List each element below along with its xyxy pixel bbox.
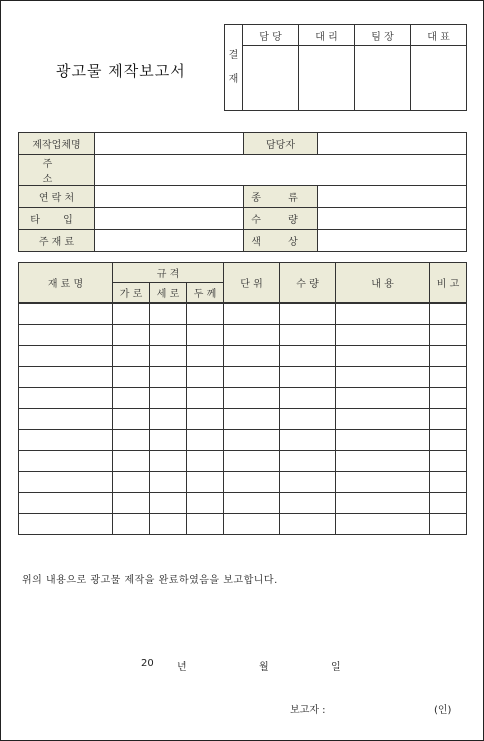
table-cell[interactable] xyxy=(19,514,113,535)
color-label: 색 상 xyxy=(244,230,318,252)
table-cell[interactable] xyxy=(280,514,336,535)
table-cell[interactable] xyxy=(224,388,280,409)
table-cell[interactable] xyxy=(430,303,467,325)
table-cell[interactable] xyxy=(430,451,467,472)
table-cell[interactable] xyxy=(187,388,224,409)
table-cell[interactable] xyxy=(430,388,467,409)
table-cell[interactable] xyxy=(224,514,280,535)
table-cell[interactable] xyxy=(430,430,467,451)
table-cell[interactable] xyxy=(430,409,467,430)
header-unit: 단 위 xyxy=(224,263,280,304)
table-cell[interactable] xyxy=(187,514,224,535)
table-cell[interactable] xyxy=(187,430,224,451)
table-cell[interactable] xyxy=(224,409,280,430)
table-cell[interactable] xyxy=(336,472,430,493)
table-row xyxy=(19,472,467,493)
reporter-label: 보고자 : xyxy=(290,705,326,716)
table-cell[interactable] xyxy=(19,493,113,514)
table-row xyxy=(19,367,467,388)
table-cell[interactable] xyxy=(113,409,150,430)
table-cell[interactable] xyxy=(187,303,224,325)
table-cell[interactable] xyxy=(113,346,150,367)
contact-label: 연 락 처 xyxy=(19,186,95,208)
table-cell[interactable] xyxy=(19,388,113,409)
table-cell[interactable] xyxy=(150,303,187,325)
table-cell[interactable] xyxy=(19,367,113,388)
address-label: 주 소 xyxy=(19,155,95,186)
manager-field[interactable] xyxy=(318,133,467,155)
table-cell[interactable] xyxy=(150,388,187,409)
table-cell[interactable] xyxy=(187,493,224,514)
approval-col-assistant-manager: 대 리 xyxy=(299,25,355,46)
table-cell[interactable] xyxy=(113,303,150,325)
kind-label: 종 류 xyxy=(244,186,318,208)
company-field[interactable] xyxy=(95,133,244,155)
completion-statement: 위의 내용으로 광고물 제작을 완료하였음을 보고합니다. xyxy=(22,575,278,586)
table-cell[interactable] xyxy=(224,325,280,346)
approval-col-staff: 담 당 xyxy=(243,25,299,46)
table-cell[interactable] xyxy=(224,367,280,388)
table-cell[interactable] xyxy=(336,430,430,451)
table-cell[interactable] xyxy=(430,514,467,535)
table-cell[interactable] xyxy=(224,303,280,325)
table-row xyxy=(19,325,467,346)
header-content: 내 용 xyxy=(336,263,430,304)
document-title: 광고물 제작보고서 xyxy=(56,62,186,80)
table-row xyxy=(19,303,467,325)
approval-sign-staff[interactable] xyxy=(243,46,299,111)
approval-sign-assistant-manager[interactable] xyxy=(299,46,355,111)
table-cell[interactable] xyxy=(113,367,150,388)
header-width: 가 로 xyxy=(113,283,150,304)
table-cell[interactable] xyxy=(19,472,113,493)
table-cell[interactable] xyxy=(280,430,336,451)
table-cell[interactable] xyxy=(224,472,280,493)
table-cell[interactable] xyxy=(336,493,430,514)
header-spec: 규 격 xyxy=(113,263,224,283)
table-row xyxy=(19,346,467,367)
items-table xyxy=(18,262,467,535)
table-cell[interactable] xyxy=(336,346,430,367)
table-cell[interactable] xyxy=(150,451,187,472)
table-cell[interactable] xyxy=(280,388,336,409)
table-cell[interactable] xyxy=(187,472,224,493)
table-cell[interactable] xyxy=(430,346,467,367)
address-field[interactable] xyxy=(95,155,467,186)
table-row xyxy=(19,409,467,430)
table-cell[interactable] xyxy=(19,346,113,367)
table-cell[interactable] xyxy=(430,325,467,346)
approval-sign-ceo[interactable] xyxy=(411,46,467,111)
header-thickness: 두 께 xyxy=(187,283,224,304)
table-cell[interactable] xyxy=(336,388,430,409)
approval-table xyxy=(224,24,467,111)
table-cell[interactable] xyxy=(113,388,150,409)
header-remarks: 비 고 xyxy=(430,263,467,304)
table-cell[interactable] xyxy=(187,325,224,346)
type-field[interactable] xyxy=(95,208,244,230)
table-cell[interactable] xyxy=(336,451,430,472)
approval-side-label: 결 재 xyxy=(225,25,243,111)
color-field[interactable] xyxy=(318,230,467,252)
kind-field[interactable] xyxy=(318,186,467,208)
table-cell[interactable] xyxy=(224,451,280,472)
table-cell[interactable] xyxy=(113,451,150,472)
table-cell[interactable] xyxy=(150,346,187,367)
type-label: 타 입 xyxy=(19,208,95,230)
quantity-label: 수 량 xyxy=(244,208,318,230)
quantity-field[interactable] xyxy=(318,208,467,230)
manager-label: 담당자 xyxy=(244,133,318,155)
table-cell[interactable] xyxy=(280,472,336,493)
table-cell[interactable] xyxy=(113,430,150,451)
table-cell[interactable] xyxy=(430,472,467,493)
table-cell[interactable] xyxy=(150,325,187,346)
header-height: 세 로 xyxy=(150,283,187,304)
table-cell[interactable] xyxy=(336,514,430,535)
table-cell[interactable] xyxy=(187,451,224,472)
table-row xyxy=(19,388,467,409)
info-table xyxy=(18,132,467,252)
material-field[interactable] xyxy=(95,230,244,252)
approval-col-ceo: 대 표 xyxy=(411,25,467,46)
table-row xyxy=(19,451,467,472)
table-cell[interactable] xyxy=(280,367,336,388)
table-cell[interactable] xyxy=(430,493,467,514)
table-cell[interactable] xyxy=(19,409,113,430)
contact-field[interactable] xyxy=(95,186,244,208)
table-cell[interactable] xyxy=(113,514,150,535)
table-cell[interactable] xyxy=(280,409,336,430)
table-cell[interactable] xyxy=(224,346,280,367)
date-month-label: 월 xyxy=(259,662,269,673)
table-cell[interactable] xyxy=(19,430,113,451)
table-cell[interactable] xyxy=(280,451,336,472)
header-quantity: 수 량 xyxy=(280,263,336,304)
header-material: 재 료 명 xyxy=(19,263,113,304)
table-cell[interactable] xyxy=(150,472,187,493)
date-day-label: 일 xyxy=(331,662,341,673)
table-cell[interactable] xyxy=(150,514,187,535)
table-cell[interactable] xyxy=(150,430,187,451)
table-cell[interactable] xyxy=(187,409,224,430)
table-row xyxy=(19,514,467,535)
table-cell[interactable] xyxy=(430,367,467,388)
table-cell[interactable] xyxy=(336,303,430,325)
table-cell[interactable] xyxy=(19,325,113,346)
material-label: 주 재 료 xyxy=(19,230,95,252)
table-cell[interactable] xyxy=(19,451,113,472)
table-row xyxy=(19,430,467,451)
table-cell[interactable] xyxy=(150,493,187,514)
table-cell[interactable] xyxy=(113,325,150,346)
company-label: 제작업체명 xyxy=(19,133,95,155)
table-cell[interactable] xyxy=(187,367,224,388)
table-cell[interactable] xyxy=(280,346,336,367)
table-cell[interactable] xyxy=(336,325,430,346)
table-cell[interactable] xyxy=(336,367,430,388)
table-cell[interactable] xyxy=(150,409,187,430)
table-row xyxy=(19,493,467,514)
table-cell[interactable] xyxy=(187,346,224,367)
table-cell[interactable] xyxy=(280,493,336,514)
table-cell[interactable] xyxy=(224,430,280,451)
table-cell[interactable] xyxy=(224,493,280,514)
approval-sign-team-lead[interactable] xyxy=(355,46,411,111)
table-cell[interactable] xyxy=(150,367,187,388)
table-cell[interactable] xyxy=(336,409,430,430)
table-cell[interactable] xyxy=(19,303,113,325)
table-cell[interactable] xyxy=(113,472,150,493)
table-cell[interactable] xyxy=(280,303,336,325)
date-year-prefix: 20 xyxy=(141,658,154,669)
date-year-label: 년 xyxy=(177,662,187,673)
table-cell[interactable] xyxy=(280,325,336,346)
approval-col-team-lead: 팀 장 xyxy=(355,25,411,46)
table-cell[interactable] xyxy=(113,493,150,514)
seal-mark: (인) xyxy=(434,705,452,716)
